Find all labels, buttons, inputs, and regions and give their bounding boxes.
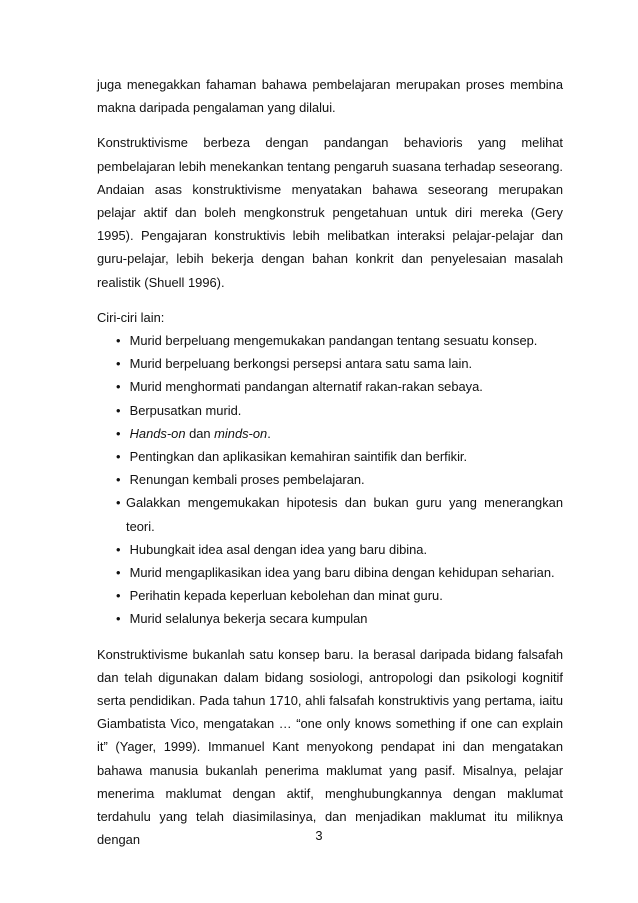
list-item: • Hands-on dan minds-on.	[116, 422, 563, 445]
bullet-icon: •	[116, 333, 121, 349]
list-item: • Pentingkan dan aplikasikan kemahiran saintifik dan berfikir.	[116, 445, 563, 468]
list-item: • Galakkan mengemukakan hipotesis dan bukan guru yang menerangkan teori.	[116, 491, 563, 537]
page-number: 3	[315, 828, 323, 843]
list-label: Ciri-ciri lain:	[97, 309, 165, 325]
list-item: • Hubungkait idea asal dengan idea yang baru dibina.	[116, 538, 563, 561]
bullet-icon: •	[116, 356, 121, 372]
bullet-icon: •	[116, 495, 121, 511]
minds-on-term: minds-on	[214, 425, 268, 441]
bullet-icon: •	[116, 588, 121, 604]
paragraph-intro: juga menegakkan fahaman bahawa pembelajaran merupakan proses membina makna daripada pengalaman yang dilalui.	[97, 77, 563, 116]
bullet-icon: •	[116, 611, 121, 627]
paragraph-history: Konstruktivisme bukanlah satu konsep baru. Ia berasal daripada bidang falsafah dan telah digunakan dalam bidang sosiologi, antropologi dan psikologi kognitif serta pendidikan. Pada tahun 1710, ahli falsafah konstruktivis yang pertama, iaitu Giambatista Vico, mengatakan … “one only knows something if one can explain it” (Yager, 1999). Immanuel Kant menyokong pendapat ini dan mengatakan bahawa manusia bukanlah penerima maklumat yang pasif. Misalnya, pelajar menerima maklumat dengan aktif, menghubungkannya dengan maklumat terdahulu yang telah diasimilasinya, dan menjadikan maklumat itu miliknya dengan	[97, 646, 563, 848]
bullet-icon: •	[116, 541, 121, 557]
bullet-icon: •	[116, 449, 121, 465]
list-item: • Perihatin kepada keperluan kebolehan dan minat guru.	[116, 584, 563, 607]
list-item: • Murid berpeluang berkongsi persepsi antara satu sama lain.	[116, 352, 563, 375]
hands-on-term: Hands-on	[129, 425, 186, 441]
list-item: • Renungan kembali proses pembelajaran.	[116, 468, 563, 491]
bullet-icon: •	[116, 425, 121, 441]
list-item: • Berpusatkan murid.	[116, 399, 563, 422]
bullet-icon: •	[116, 379, 121, 395]
bullet-icon: •	[116, 472, 121, 488]
list-item: • Murid selalunya bekerja secara kumpulan	[116, 607, 563, 630]
paragraph-konstruktivisme-vs-behavioris: Konstruktivisme berbeza dengan pandangan behavioris yang melihat pembelajaran lebih menekankan tentang pengaruh suasana terhadap seseorang. Andaian asas konstruktivisme menyatakan bahawa seseorang merupakan pelajar aktif dan boleh mengkonstruk pengetahuan untuk diri mereka (Gery 1995). Pengajaran konstruktivis lebih melibatkan interaksi pelajar-pelajar dan guru-pelajar, lebih bekerja dengan bahan konkrit dan penyelesaian masalah realistik (Shuell 1996).	[97, 135, 563, 290]
bullet-icon: •	[116, 402, 121, 418]
page-body	[97, 73, 563, 864]
list-item: • Murid menghormati pandangan alternatif rakan-rakan sebaya.	[116, 375, 563, 398]
bullet-icon: •	[116, 565, 121, 581]
characteristics-list	[97, 329, 563, 631]
list-item: • Murid mengaplikasikan idea yang baru dibina dengan kehidupan seharian.	[116, 561, 563, 584]
list-item: • Murid berpeluang mengemukakan pandangan tentang sesuatu konsep.	[116, 329, 563, 352]
